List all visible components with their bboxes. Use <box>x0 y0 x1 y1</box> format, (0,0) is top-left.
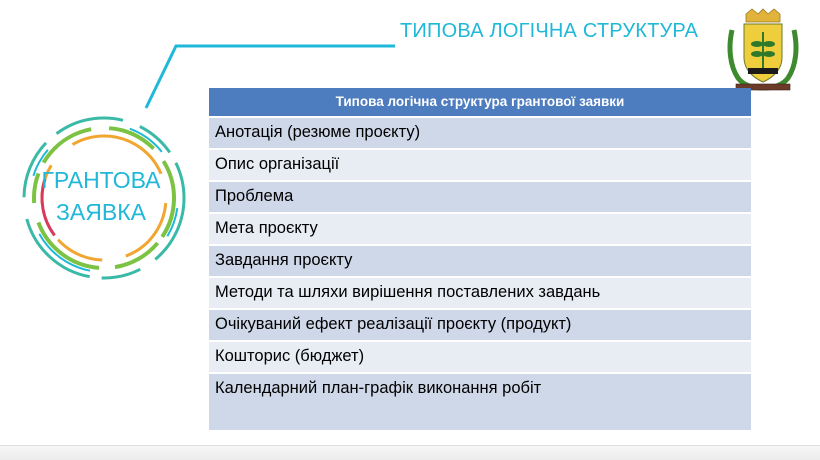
table-row: Проблема <box>209 180 751 212</box>
slide-title: ТИПОВА ЛОГІЧНА СТРУКТУРА <box>400 20 699 42</box>
bottom-frame <box>0 445 820 460</box>
table-row: Опис організації <box>209 148 751 180</box>
structure-table <box>209 88 751 430</box>
table-header: Типова логічна структура грантової заявки <box>209 88 751 116</box>
table-row: Анотація (резюме проєкту) <box>209 116 751 148</box>
table-row: Методи та шляхи вирішення поставлених завдань <box>209 276 751 308</box>
circle-label <box>20 164 182 228</box>
circle-label-line1: ГРАНТОВА <box>41 167 161 193</box>
circle-label-line2: ЗАЯВКА <box>56 199 146 225</box>
table-row: Мета проєкту <box>209 212 751 244</box>
table-row: Очікуваний ефект реалізації проєкту (продукт) <box>209 308 751 340</box>
coat-of-arms-icon <box>724 8 802 94</box>
table-row: Кошторис (бюджет) <box>209 340 751 372</box>
table-row: Календарний план-графік виконання робіт <box>209 372 751 430</box>
table-row: Завдання проєкту <box>209 244 751 276</box>
